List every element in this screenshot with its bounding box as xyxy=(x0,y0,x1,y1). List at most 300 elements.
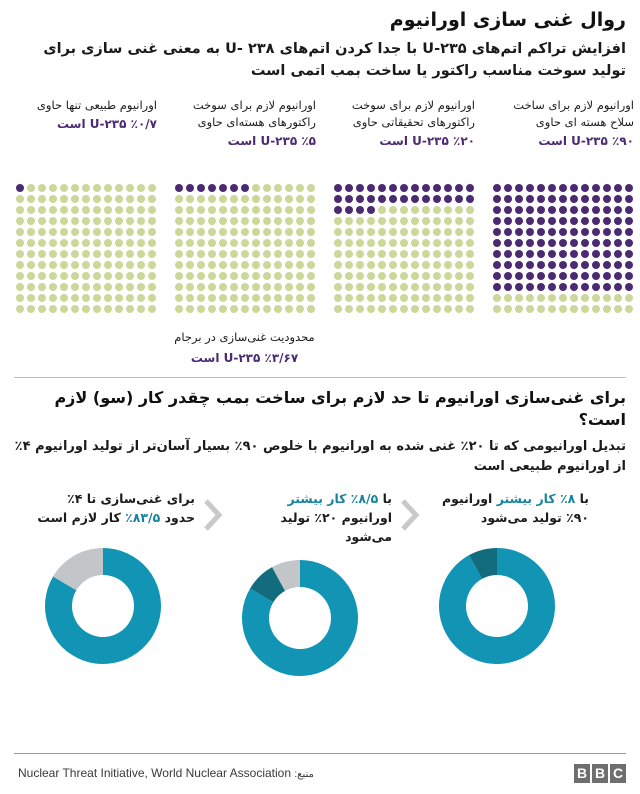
waffle-cell-empty xyxy=(422,261,430,269)
waffle-cell-empty xyxy=(137,283,145,291)
waffle-cell-filled xyxy=(603,239,611,247)
waffle-cell-empty xyxy=(581,294,589,302)
grid-note-text: محدودیت غنی‌سازی در برجام xyxy=(174,329,315,344)
footer-divider xyxy=(14,753,626,754)
waffle-cell-empty xyxy=(186,261,194,269)
waffle-cell-empty xyxy=(230,294,238,302)
waffle-cell-empty xyxy=(16,228,24,236)
waffle-cell-empty xyxy=(60,261,68,269)
donut-svg xyxy=(37,540,169,672)
waffle-cell-empty xyxy=(186,239,194,247)
waffle-cell-empty xyxy=(186,305,194,313)
waffle-cell-empty xyxy=(296,261,304,269)
waffle-cell-filled xyxy=(526,283,534,291)
waffle-cell-empty xyxy=(466,283,474,291)
waffle-cell-empty xyxy=(367,305,375,313)
page-subtitle: افزایش تراکم اتم‌های U-۲۳۵ با جدا کردن اتم‌های U- ۲۳۸ به معنی غنی سازی برای تولید سوخت مناسب راکتور یا ساخت بمب اتمی است xyxy=(43,40,626,80)
waffle-cell-empty xyxy=(93,239,101,247)
waffle-cell-empty xyxy=(433,228,441,236)
chevron-right-icon xyxy=(398,498,420,532)
waffle-cell-filled xyxy=(334,184,342,192)
waffle-cell-empty xyxy=(49,184,57,192)
waffle-cell-filled xyxy=(537,206,545,214)
waffle-cell-empty xyxy=(241,217,249,225)
waffle-cell-empty xyxy=(175,228,183,236)
waffle-cell-empty xyxy=(115,250,123,258)
waffle-cell-empty xyxy=(175,305,183,313)
waffle-cell-empty xyxy=(115,272,123,280)
waffle-cell-empty xyxy=(71,250,79,258)
waffle-cell-empty xyxy=(422,217,430,225)
waffle-cell-filled xyxy=(570,228,578,236)
waffle-cell-empty xyxy=(60,272,68,280)
waffle-cell-empty xyxy=(252,283,260,291)
waffle-cell-empty xyxy=(356,217,364,225)
waffle-cell-filled xyxy=(614,250,622,258)
waffle-cell-filled xyxy=(356,184,364,192)
column-percent-label: ٪۲۰ U-۲۳۵ است xyxy=(379,134,475,149)
waffle-cell-filled xyxy=(548,239,556,247)
waffle-cell-empty xyxy=(455,250,463,258)
waffle-cell-empty xyxy=(71,305,79,313)
waffle-cell-empty xyxy=(175,195,183,203)
waffle-cell-filled xyxy=(400,195,408,203)
waffle-cell-empty xyxy=(208,206,216,214)
waffle-cell-filled xyxy=(515,283,523,291)
waffle-cell-empty xyxy=(175,239,183,247)
waffle-cell-filled xyxy=(219,184,227,192)
column-description: اورانیوم لازم برای سوخت راکتورهای تحقیقاتی حاوی xyxy=(351,97,475,129)
waffle-cell-empty xyxy=(175,217,183,225)
waffle-cell-empty xyxy=(126,239,134,247)
waffle-cell-empty xyxy=(433,206,441,214)
waffle-cell-empty xyxy=(16,250,24,258)
waffle-cell-empty xyxy=(104,250,112,258)
waffle-cell-empty xyxy=(285,217,293,225)
waffle-cell-empty xyxy=(71,217,79,225)
waffle-cell-filled xyxy=(504,228,512,236)
waffle-cell-filled xyxy=(592,250,600,258)
column-description: اورانیوم لازم برای ساخت سلاح هسته ای حاوی xyxy=(513,97,634,129)
waffle-cell-empty xyxy=(493,305,501,313)
waffle-cell-empty xyxy=(82,217,90,225)
waffle-cell-filled xyxy=(515,239,523,247)
waffle-cell-empty xyxy=(230,239,238,247)
waffle-cell-empty xyxy=(60,305,68,313)
chevron-right-icon xyxy=(201,498,223,532)
waffle-cell-filled xyxy=(614,272,622,280)
waffle-cell-empty xyxy=(296,305,304,313)
waffle-cell-empty xyxy=(422,206,430,214)
waffle-cell-empty xyxy=(175,294,183,302)
waffle-cell-empty xyxy=(230,272,238,280)
waffle-cell-empty xyxy=(197,195,205,203)
waffle-cell-empty xyxy=(263,228,271,236)
waffle-cell-filled xyxy=(515,272,523,280)
waffle-cell-filled xyxy=(444,195,452,203)
waffle-cell-filled xyxy=(548,272,556,280)
waffle-cell-empty xyxy=(148,206,156,214)
column-header xyxy=(332,97,475,173)
waffle-cell-empty xyxy=(241,195,249,203)
donut-label-highlight: ۸/۵٪ کار بیشتر xyxy=(287,491,379,507)
waffle-cell-empty xyxy=(175,206,183,214)
waffle-cell-empty xyxy=(60,250,68,258)
waffle-cell-empty xyxy=(27,206,35,214)
waffle-cell-empty xyxy=(230,261,238,269)
waffle-cell-empty xyxy=(296,195,304,203)
waffle-cell-empty xyxy=(444,206,452,214)
waffle-cell-empty xyxy=(219,272,227,280)
waffle-cell-filled xyxy=(537,228,545,236)
waffle-cell-empty xyxy=(274,195,282,203)
waffle-cell-empty xyxy=(367,239,375,247)
waffle-cell-filled xyxy=(614,283,622,291)
waffle-cell-empty xyxy=(60,184,68,192)
waffle-cell-filled xyxy=(411,195,419,203)
waffle-cell-empty xyxy=(219,294,227,302)
waffle-cell-empty xyxy=(115,217,123,225)
waffle-cell-filled xyxy=(581,217,589,225)
waffle-cell-empty xyxy=(230,228,238,236)
waffle-cell-empty xyxy=(93,195,101,203)
waffle-cell-filled xyxy=(603,261,611,269)
waffle-cell-empty xyxy=(60,239,68,247)
waffle-cell-empty xyxy=(93,250,101,258)
waffle-cell-empty xyxy=(466,228,474,236)
column-description: اورانیوم لازم برای سوخت راکتورهای هسته‌ای حاوی xyxy=(192,97,316,129)
page-title: روال غنی سازی اورانیوم xyxy=(389,9,626,31)
waffle-cell-empty xyxy=(126,294,134,302)
waffle-cell-empty xyxy=(219,261,227,269)
waffle-cell-empty xyxy=(614,294,622,302)
waffle-cell-empty xyxy=(175,250,183,258)
waffle-cell-empty xyxy=(274,261,282,269)
waffle-cell-empty xyxy=(197,217,205,225)
waffle-cell-empty xyxy=(104,206,112,214)
waffle-cell-filled xyxy=(592,184,600,192)
waffle-cell-empty xyxy=(82,294,90,302)
waffle-cell-empty xyxy=(126,250,134,258)
waffle-cell-empty xyxy=(241,283,249,291)
waffle-cell-empty xyxy=(38,228,46,236)
waffle-cell-empty xyxy=(307,239,315,247)
waffle-cell-empty xyxy=(307,272,315,280)
waffle-cell-empty xyxy=(252,272,260,280)
waffle-cell-filled xyxy=(603,195,611,203)
waffle-cell-filled xyxy=(186,184,194,192)
waffle-cell-empty xyxy=(263,217,271,225)
waffle-cell-filled xyxy=(493,239,501,247)
waffle-cell-empty xyxy=(455,217,463,225)
donut-label-text-a: با xyxy=(579,491,589,507)
waffle-cell-empty xyxy=(104,228,112,236)
waffle-cell-filled xyxy=(455,195,463,203)
waffle-cell-empty xyxy=(307,294,315,302)
waffle-cell-empty xyxy=(38,294,46,302)
waffle-cell-empty xyxy=(197,239,205,247)
waffle-cell-filled xyxy=(592,206,600,214)
waffle-cell-empty xyxy=(175,272,183,280)
waffle-cell-empty xyxy=(38,272,46,280)
waffle-cell-empty xyxy=(389,217,397,225)
waffle-cell-empty xyxy=(126,195,134,203)
waffle-cell-empty xyxy=(334,305,342,313)
waffle-cell-empty xyxy=(274,305,282,313)
waffle-cell-empty xyxy=(307,217,315,225)
waffle-cell-empty xyxy=(422,294,430,302)
waffle-cell-empty xyxy=(241,206,249,214)
waffle-cell-empty xyxy=(208,228,216,236)
waffle-cell-empty xyxy=(263,261,271,269)
waffle-cell-empty xyxy=(93,206,101,214)
waffle-cell-empty xyxy=(115,283,123,291)
waffle-cell-empty xyxy=(16,294,24,302)
waffle-cell-empty xyxy=(137,206,145,214)
waffle-cell-filled xyxy=(504,184,512,192)
waffle-cell-filled xyxy=(378,184,386,192)
waffle-cell-filled xyxy=(493,272,501,280)
donut-label-text-b: اورانیوم ۲۰٪ تولید می‌شود xyxy=(280,509,392,544)
waffle-cell-filled xyxy=(603,206,611,214)
waffle-cell-filled xyxy=(570,195,578,203)
waffle-cell-filled xyxy=(515,261,523,269)
waffle-cell-empty xyxy=(104,272,112,280)
donut-label xyxy=(207,490,392,546)
waffle-cell-empty xyxy=(367,228,375,236)
waffle-cell-filled xyxy=(614,184,622,192)
waffle-cell-filled xyxy=(581,228,589,236)
waffle-cell-filled xyxy=(493,228,501,236)
waffle-cell-empty xyxy=(93,228,101,236)
waffle-cell-filled xyxy=(345,195,353,203)
jcpoa-limit-note xyxy=(173,329,316,367)
waffle-cell-empty xyxy=(16,195,24,203)
column-header xyxy=(491,97,634,173)
waffle-cell-filled xyxy=(603,272,611,280)
waffle-cell-empty xyxy=(345,261,353,269)
column-percent-label: ٪۹۰ U-۲۳۵ است xyxy=(538,134,634,149)
waffle-cell-empty xyxy=(71,261,79,269)
waffle-cell-empty xyxy=(356,228,364,236)
waffle-cell-filled xyxy=(378,195,386,203)
waffle-cell-empty xyxy=(197,283,205,291)
waffle-cell-empty xyxy=(378,261,386,269)
waffle-cell-empty xyxy=(526,294,534,302)
waffle-cell-empty xyxy=(27,294,35,302)
donut-label-text-b: اورانیوم ۹۰٪ تولید می‌شود xyxy=(442,491,589,525)
waffle-cell-filled xyxy=(345,206,353,214)
waffle-cell-empty xyxy=(274,239,282,247)
waffle-cell-empty xyxy=(148,261,156,269)
waffle-cell-filled xyxy=(548,250,556,258)
waffle-cell-empty xyxy=(60,283,68,291)
waffle-cell-empty xyxy=(241,305,249,313)
waffle-cell-empty xyxy=(389,261,397,269)
waffle-cell-empty xyxy=(252,239,260,247)
waffle-cell-empty xyxy=(175,261,183,269)
waffle-cell-empty xyxy=(71,239,79,247)
waffle-cell-empty xyxy=(493,294,501,302)
waffle-cell-empty xyxy=(93,261,101,269)
waffle-cell-filled xyxy=(537,195,545,203)
waffle-cell-empty xyxy=(334,261,342,269)
waffle-cell-empty xyxy=(389,250,397,258)
waffle-cell-empty xyxy=(433,239,441,247)
waffle-cell-empty xyxy=(548,305,556,313)
waffle-cell-empty xyxy=(241,261,249,269)
waffle-cell-empty xyxy=(126,206,134,214)
section2-header xyxy=(0,378,640,478)
waffle-grid-nuclear-weapon xyxy=(491,183,634,315)
waffle-grid-natural-uranium xyxy=(14,183,157,315)
waffle-cell-filled xyxy=(581,250,589,258)
waffle-cell-empty xyxy=(16,261,24,269)
waffle-cell-empty xyxy=(49,195,57,203)
waffle-cell-empty xyxy=(186,195,194,203)
waffle-cell-empty xyxy=(603,305,611,313)
waffle-cell-empty xyxy=(104,261,112,269)
waffle-cell-empty xyxy=(60,294,68,302)
waffle-cell-filled xyxy=(230,184,238,192)
waffle-cell-filled xyxy=(504,250,512,258)
waffle-cell-empty xyxy=(93,184,101,192)
waffle-cell-empty xyxy=(356,305,364,313)
waffle-cell-empty xyxy=(208,250,216,258)
waffle-cell-empty xyxy=(378,228,386,236)
waffle-cell-empty xyxy=(285,195,293,203)
waffle-cell-filled xyxy=(592,272,600,280)
waffle-cell-empty xyxy=(186,250,194,258)
waffle-cell-empty xyxy=(444,239,452,247)
waffle-cell-filled xyxy=(570,272,578,280)
waffle-cell-empty xyxy=(614,305,622,313)
waffle-cell-empty xyxy=(82,184,90,192)
waffle-cell-filled xyxy=(493,283,501,291)
waffle-cell-empty xyxy=(466,294,474,302)
waffle-cell-empty xyxy=(82,272,90,280)
waffle-cell-empty xyxy=(126,217,134,225)
waffle-cell-empty xyxy=(252,250,260,258)
waffle-cell-empty xyxy=(433,250,441,258)
waffle-cell-empty xyxy=(356,283,364,291)
waffle-cell-filled xyxy=(625,184,633,192)
waffle-cell-empty xyxy=(197,250,205,258)
waffle-cell-empty xyxy=(197,206,205,214)
waffle-cell-empty xyxy=(208,294,216,302)
waffle-cell-filled xyxy=(526,206,534,214)
waffle-cell-empty xyxy=(49,294,57,302)
donut-chart-enrich-to-4 xyxy=(10,540,195,672)
waffle-cell-empty xyxy=(38,261,46,269)
waffle-cell-empty xyxy=(581,305,589,313)
section2-subtitle: تبدیل اورانیومی که تا ۲۰٪ غنی شده به اورانیوم با خلوص ۹۰٪ بسیار آسان‌تر از تولید اورانیوم ۴٪ از اورانیوم طبیعی است xyxy=(14,438,626,475)
waffle-cell-empty xyxy=(334,250,342,258)
waffle-cell-filled xyxy=(197,184,205,192)
waffle-cell-empty xyxy=(285,305,293,313)
waffle-cell-empty xyxy=(307,305,315,313)
waffle-cell-empty xyxy=(219,305,227,313)
donut-label-text-a: برای غنی‌سازی تا ۴٪ حدود xyxy=(67,491,195,525)
waffle-cell-filled xyxy=(526,239,534,247)
waffle-cell-empty xyxy=(16,305,24,313)
column-percent-label: ٪۰/۷ U-۲۳۵ است xyxy=(56,116,157,131)
waffle-cell-empty xyxy=(197,228,205,236)
waffle-cell-empty xyxy=(603,294,611,302)
waffle-cell-filled xyxy=(16,184,24,192)
waffle-cell-filled xyxy=(625,272,633,280)
waffle-cell-empty xyxy=(400,261,408,269)
waffle-cell-filled xyxy=(537,272,545,280)
waffle-cell-empty xyxy=(104,217,112,225)
waffle-cell-empty xyxy=(137,250,145,258)
waffle-cell-empty xyxy=(378,294,386,302)
waffle-cell-filled xyxy=(592,228,600,236)
column-description: اورانیوم طبیعی تنها حاوی xyxy=(36,97,157,112)
waffle-cell-empty xyxy=(137,195,145,203)
waffle-cell-empty xyxy=(27,184,35,192)
waffle-cell-empty xyxy=(126,184,134,192)
waffle-cell-empty xyxy=(263,184,271,192)
waffle-cell-filled xyxy=(493,206,501,214)
waffle-cell-empty xyxy=(296,283,304,291)
waffle-cell-empty xyxy=(137,239,145,247)
waffle-cell-empty xyxy=(389,305,397,313)
waffle-cell-empty xyxy=(252,228,260,236)
waffle-cell-empty xyxy=(16,272,24,280)
waffle-cell-empty xyxy=(219,195,227,203)
waffle-cell-empty xyxy=(285,239,293,247)
waffle-cell-filled xyxy=(493,195,501,203)
waffle-cell-filled xyxy=(603,217,611,225)
waffle-cell-empty xyxy=(27,272,35,280)
waffle-cell-empty xyxy=(285,206,293,214)
waffle-cell-empty xyxy=(230,217,238,225)
waffle-cell-empty xyxy=(411,206,419,214)
waffle-cell-empty xyxy=(219,228,227,236)
waffle-cell-filled xyxy=(537,239,545,247)
waffle-cell-empty xyxy=(433,217,441,225)
waffle-cell-empty xyxy=(208,305,216,313)
waffle-cell-filled xyxy=(400,184,408,192)
waffle-cell-empty xyxy=(274,206,282,214)
waffle-cell-filled xyxy=(625,228,633,236)
waffle-cell-empty xyxy=(422,305,430,313)
waffle-cell-empty xyxy=(82,250,90,258)
waffle-cell-empty xyxy=(126,305,134,313)
donut-label-highlight: ۸٪ کار بیشتر xyxy=(496,491,576,507)
waffle-cell-filled xyxy=(455,184,463,192)
waffle-cell-empty xyxy=(49,206,57,214)
waffle-cell-filled xyxy=(570,239,578,247)
waffle-cell-empty xyxy=(148,294,156,302)
waffle-cell-empty xyxy=(137,228,145,236)
waffle-cell-filled xyxy=(614,217,622,225)
column-nuclear-reactor-fuel xyxy=(165,97,324,367)
waffle-cell-empty xyxy=(38,305,46,313)
waffle-cell-empty xyxy=(208,261,216,269)
waffle-cell-filled xyxy=(493,184,501,192)
waffle-cell-empty xyxy=(455,261,463,269)
waffle-cell-empty xyxy=(296,217,304,225)
waffle-cell-empty xyxy=(433,294,441,302)
waffle-cell-filled xyxy=(504,272,512,280)
waffle-cell-empty xyxy=(504,305,512,313)
waffle-cell-filled xyxy=(367,195,375,203)
waffle-cell-empty xyxy=(263,195,271,203)
waffle-cell-empty xyxy=(378,272,386,280)
waffle-cell-empty xyxy=(219,239,227,247)
